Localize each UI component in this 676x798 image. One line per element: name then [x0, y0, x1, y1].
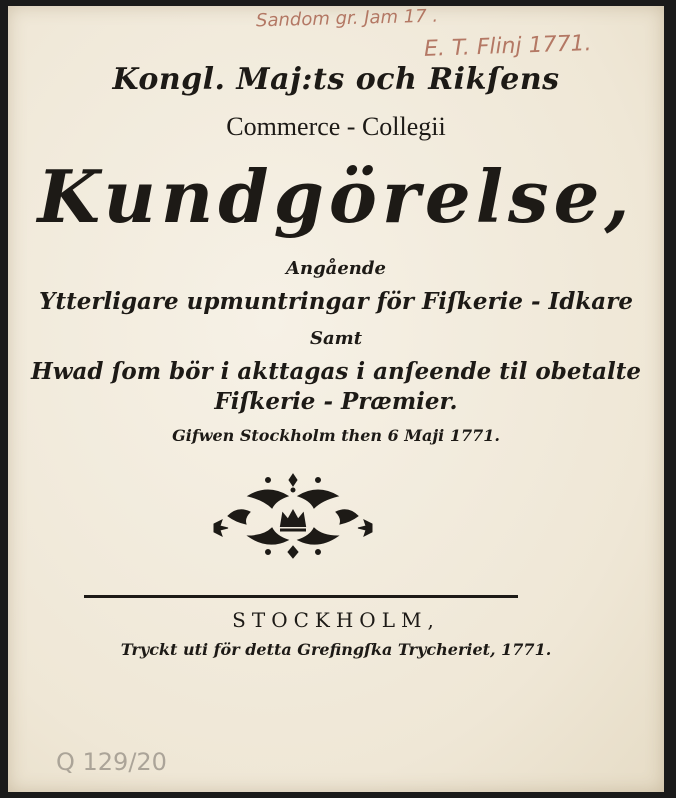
title-line-date: Gifwen Stockholm then 6 Maji 1771.: [172, 426, 500, 445]
title-line-authority: Kongl. Maj:ts och Rikſens: [112, 62, 560, 97]
title-line-collegium: Commerce - Collegii: [226, 112, 446, 141]
title-line-regarding: Angående: [286, 258, 386, 279]
handwritten-note-top: Sandom gr. Jam 17 .: [255, 5, 439, 32]
crown-ornament-icon: [208, 466, 378, 566]
title-line-subject-3: Fiſkerie - Præmier.: [214, 388, 458, 415]
title-line-subject-2: Hwad ſom bör i akttagas i anſeende til obetalte: [31, 358, 641, 385]
horizontal-rule: [84, 595, 518, 598]
imprint-printer: Tryckt uti för detta Grefingſka Trycheriet, 1771.: [120, 640, 552, 659]
title-line-subject-1: Ytterligare upmuntringar för Fiſkerie - Idkare: [39, 288, 633, 315]
pencil-shelfmark: Q 129/20: [56, 748, 167, 776]
title-line-conjunction: Samt: [309, 328, 363, 349]
imprint-city: STOCKHOLM,: [232, 608, 440, 632]
handwritten-signature: E. T. Flinj 1771.: [423, 31, 593, 62]
title-main-heading: Kundgörelse,: [37, 154, 635, 239]
document-page: [8, 6, 664, 792]
